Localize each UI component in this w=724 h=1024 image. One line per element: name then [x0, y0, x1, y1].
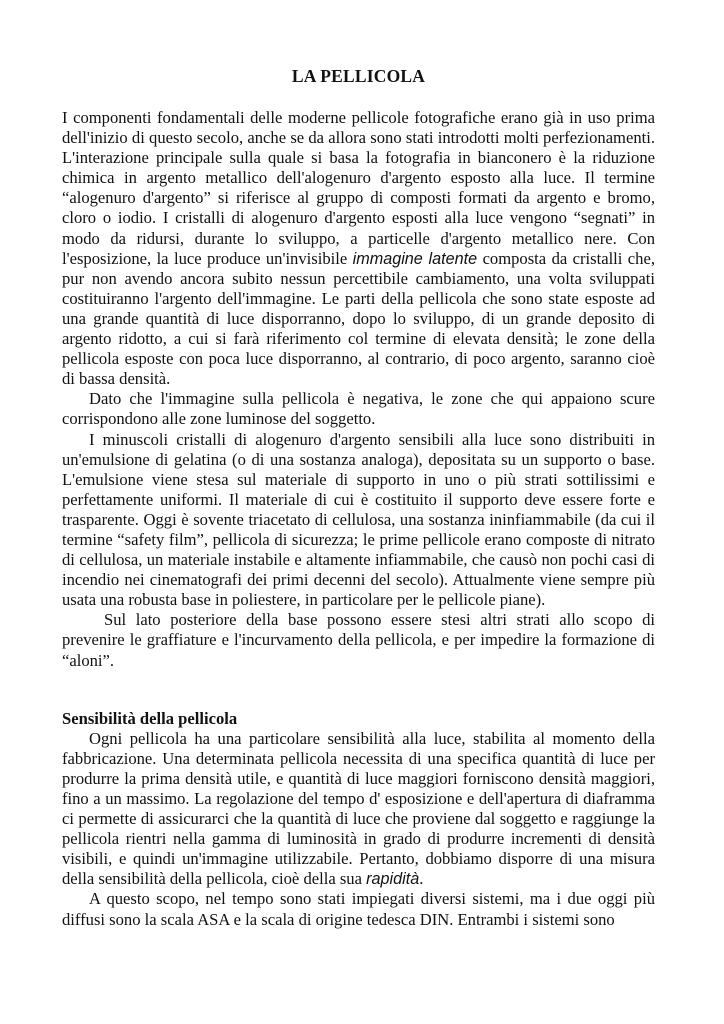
- paragraph-film-sensitivity: [62, 729, 655, 890]
- text-run: I componenti fondamentali delle moderne pellicole fotografiche erano già in uso prima dell'inizio di questo secolo, anche se da allora sono stati introdotti molti perfezionamenti. L'interazione principale sulla quale si basa la fotografia in bianconero è la riduzione chimica in argento metallico dell'alogenuro d'argento esposto alla luce. Il termine “alogenuro d'argento” si riferisce al gruppo di composti formati da argento e bromo, cloro o iodio. I cristalli di alogenuro d'argento esposti alla luce vengono “segnati” in modo da ridursi, durante lo sviluppo, a particelle d'argento metallico nere. Con l'esposizione, la luce produce un'invisibile: [62, 108, 655, 268]
- text-run: composta da cristalli che, pur non avendo ancora subito nessun percettibile cambiamento, una volta sviluppati costituiranno l'argento dell'immagine. Le parti della pellicola che sono state esposte ad una grande quantità di luce disporranno, dopo lo sviluppo, di un grande deposito di argento ridotto, a cui si farà riferimento col termine di elevata densità; le zone della pellicola esposte con poca luce disporranno, al contrario, di poco argento, saranno cioè di bassa densità.: [62, 248, 655, 389]
- paragraph-asa-din: [62, 889, 655, 929]
- italic-term: rapidità: [366, 870, 420, 889]
- text-run: A questo scopo, nel tempo sono stati impiegati diversi sistemi, ma i due oggi più diffusi sono la scala ASA e la scala di origine tedesca DIN. Entrambi i sistemi sono: [62, 889, 655, 929]
- paragraph-negative-image: [62, 389, 655, 429]
- paragraph-emulsion-support: [62, 430, 655, 611]
- text-run: I minuscoli cristalli di alogenuro d'argento sensibili alla luce sono distribuiti in un'emulsione di gelatina (o di una sostanza analoga), depositata su un supporto o base. L'emulsione viene stesa sul materiale di supporto in uno o più strati sottilissimi e perfettamente uniformi. Il materiale di cui è costituito il supporto deve essere forte e trasparente. Oggi è sovente triacetato di cellulosa, una sostanza ininfiammabile (da cui il termine “safety film”, pellicola di sicurezza; le prime pellicole erano composte di nitrato di cellulosa, un materiale instabile e altamente infiammabile, che causò non pochi casi di incendio nei cinematografi dei primi decenni del secolo). Attualmente viene sempre più usata una robusta base in poliestere, in particolare per le pellicole piane).: [62, 429, 655, 610]
- text-run: Ogni pellicola ha una particolare sensibilità alla luce, stabilita al momento della fabbricazione. Una determinata pellicola necessita di una specifica quantità di luce per produrre la prima densità utile, e quantità di luce maggiori forniscono densità maggiori, fino a un massimo. La regolazione del tempo d' esposizione e dell'apertura di diaframma ci permette di assicurarci che la quantità di luce che proviene dal soggetto e raggiunge la pellicola rientri nella gamma di luminosità in grado di produrre incrementi di densità visibili, e quindi un'immagine utilizzabile. Pertanto, dobbiamo disporre di una misura della sensibilità della pellicola, cioè della sua: [62, 728, 655, 889]
- text-run: Sul lato posteriore della base possono essere stesi altri strati allo scopo di prevenire le graffiature e l'incurvamento della pellicola, e per impedire la formazione di “aloni”.: [62, 610, 655, 670]
- text-run: .: [419, 869, 424, 889]
- text-run: Dato che l'immagine sulla pellicola è negativa, le zone che qui appaiono scure corrispondono alle zone luminose del soggetto.: [62, 389, 655, 429]
- document-content: [62, 66, 655, 930]
- italic-term: immagine latente: [352, 249, 478, 268]
- paragraph-base-backing: [62, 610, 655, 670]
- document-title: LA PELLICOLA: [291, 66, 426, 86]
- section-heading-sensibilita: Sensibilità della pellicola: [62, 708, 238, 728]
- paragraph-intro: [62, 108, 655, 389]
